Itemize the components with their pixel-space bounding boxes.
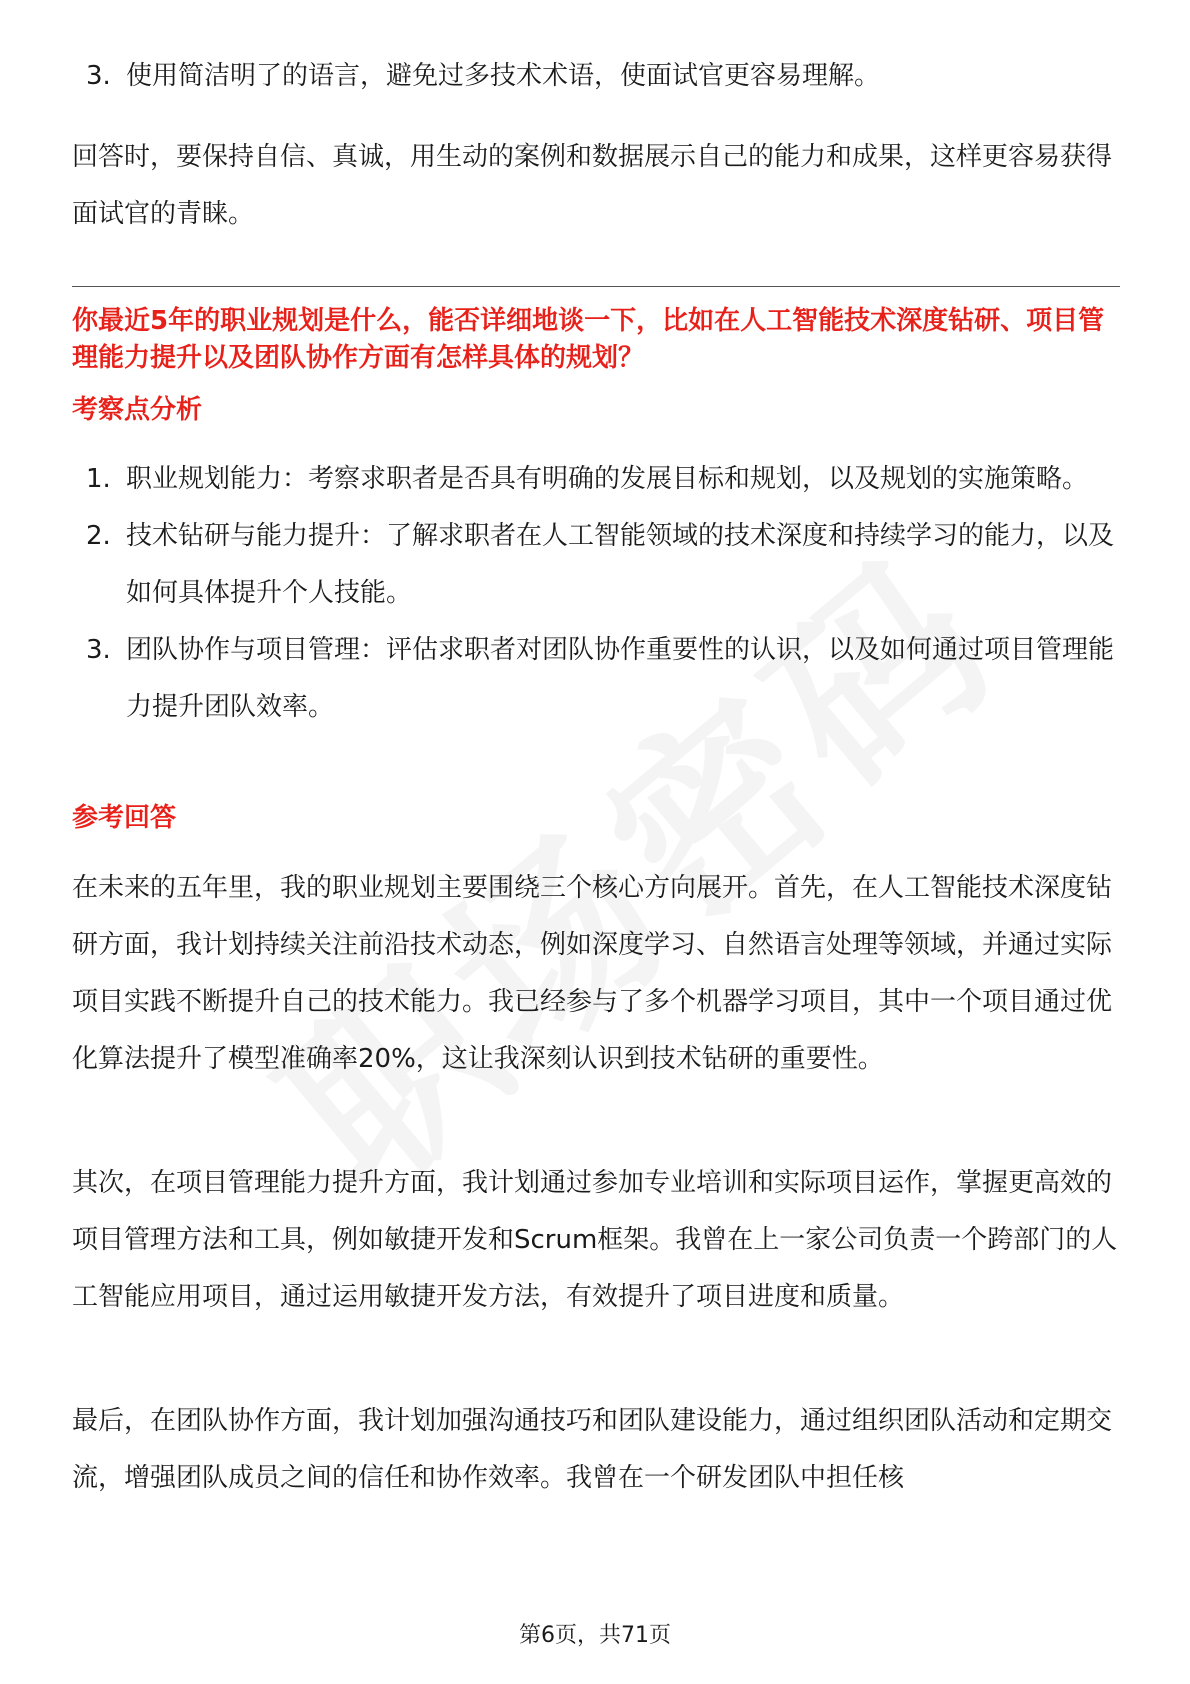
- answer-heading: 参考回答: [72, 803, 177, 833]
- list-number: 1.: [86, 464, 111, 494]
- list-text: 团队协作与项目管理：评估求职者对团队协作重要性的认识，以及如何通过项目管理能力提升团队效率。: [126, 635, 1115, 722]
- list-item: [72, 48, 1120, 105]
- answer-paragraph: 在未来的五年里，我的职业规划主要围绕三个核心方向展开。首先，在人工智能技术深度钻研方面，我计划持续关注前沿技术动态，例如深度学习、自然语言处理等领域，并通过实际项目实践不断提升自己的技术能力。我已经参与了多个机器学习项目，其中一个项目通过优化算法提升了模型准确率20%，这让我深刻认识到技术钻研的重要性。: [72, 873, 1113, 1074]
- list-item: [72, 622, 1120, 736]
- question-title: 你最近5年的职业规划是什么，能否详细地谈一下，比如在人工智能技术深度钻研、项目管理能力提升以及团队协作方面有怎样具体的规划？: [72, 306, 1105, 373]
- list-number: 2.: [86, 521, 111, 551]
- closing-paragraph: 回答时，要保持自信、真诚，用生动的案例和数据展示自己的能力和成果，这样更容易获得面试官的青睐。: [72, 142, 1113, 229]
- previous-list: [72, 48, 1120, 105]
- analysis-list: [72, 451, 1120, 736]
- analysis-heading: 考察点分析: [72, 395, 203, 425]
- answer-paragraph: 最后，在团队协作方面，我计划加强沟通技巧和团队建设能力，通过组织团队活动和定期交流，增强团队成员之间的信任和协作效率。我曾在一个研发团队中担任核: [72, 1406, 1113, 1493]
- page-footer: 第6页，共71页: [519, 1623, 671, 1648]
- answer-paragraph: 其次，在项目管理能力提升方面，我计划通过参加专业培训和实际项目运作，掌握更高效的项目管理方法和工具，例如敏捷开发和Scrum框架。我曾在上一家公司负责一个跨部门的人工智能应用项目，通过运用敏捷开发方法，有效提升了项目进度和质量。: [72, 1168, 1118, 1312]
- list-number: 3.: [86, 635, 111, 665]
- list-text: 使用简洁明了的语言，避免过多技术术语，使面试官更容易理解。: [126, 61, 881, 91]
- section-divider: [72, 286, 1120, 287]
- document-page: [72, 0, 1120, 1684]
- list-number: 3.: [86, 61, 111, 91]
- list-text: 职业规划能力：考察求职者是否具有明确的发展目标和规划，以及规划的实施策略。: [126, 464, 1089, 494]
- list-text: 技术钻研与能力提升：了解求职者在人工智能领域的技术深度和持续学习的能力，以及如何具体提升个人技能。: [126, 521, 1115, 608]
- list-item: [72, 508, 1120, 622]
- list-item: [72, 451, 1120, 508]
